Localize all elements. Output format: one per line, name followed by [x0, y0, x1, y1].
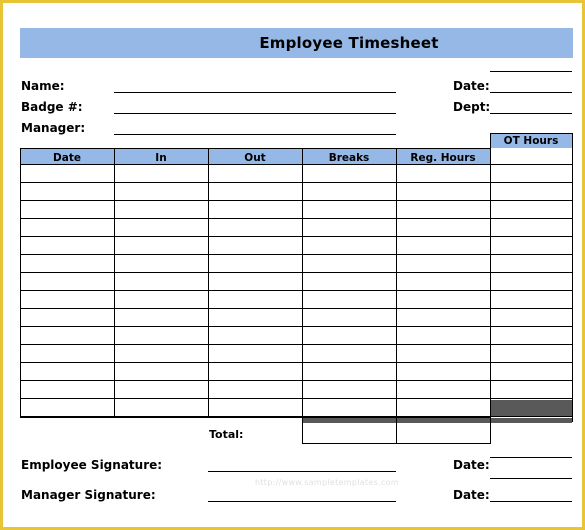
- page-title: Employee Timesheet: [259, 34, 439, 52]
- table-row: [20, 398, 572, 399]
- table-row: [20, 200, 572, 201]
- dept-label: Dept:: [453, 100, 491, 114]
- table-row: [20, 290, 572, 291]
- table-row: [20, 182, 572, 183]
- table-row: [20, 272, 572, 273]
- grid-top-line: [20, 148, 490, 149]
- ot-total-shaded-cell: [490, 400, 572, 417]
- grid-right-line: [572, 133, 573, 422]
- table-row: [20, 344, 572, 345]
- total-label: Total:: [209, 428, 244, 441]
- manager-label: Manager:: [21, 121, 86, 135]
- ot-header-label: OT Hours: [503, 135, 559, 147]
- total-shaded-bar: [302, 418, 572, 423]
- dept-field[interactable]: [490, 113, 572, 114]
- badge-field[interactable]: [114, 113, 396, 114]
- table-row: [20, 326, 572, 327]
- table-row: [20, 164, 572, 165]
- column-header-breaks: Breaks: [328, 152, 370, 164]
- ot-top-line: [490, 133, 572, 134]
- employee-date-label: Date:: [453, 458, 490, 472]
- table-row: [20, 308, 572, 309]
- column-header-date: Date: [53, 152, 81, 164]
- name-field[interactable]: [114, 92, 396, 93]
- employee-date-top-line: [490, 457, 572, 458]
- table-row: [20, 362, 572, 363]
- grid-column-line: [302, 148, 303, 417]
- name-label: Name:: [21, 79, 65, 93]
- table-row: [20, 236, 572, 237]
- date-field-top-line: [490, 71, 572, 72]
- total-cell-bottom: [302, 443, 490, 444]
- total-cell-line: [490, 417, 491, 444]
- column-header-reg-hours: Reg. Hours: [410, 152, 476, 164]
- manager-date-field[interactable]: [490, 501, 572, 502]
- table-row: [20, 380, 572, 381]
- date-field[interactable]: [490, 92, 572, 93]
- badge-label: Badge #:: [21, 100, 83, 114]
- employee-date-field[interactable]: [490, 478, 572, 479]
- table-row: [20, 254, 572, 255]
- column-header-out: Out: [244, 152, 266, 164]
- total-cell-line: [302, 417, 303, 444]
- table-row: [20, 218, 572, 219]
- grid-column-line: [396, 148, 397, 417]
- grid-column-line: [490, 148, 491, 417]
- watermark-text: http://www.sampletemplates.com: [255, 478, 399, 487]
- grid-column-line: [20, 148, 21, 417]
- date-label: Date:: [453, 79, 490, 93]
- manager-date-label: Date:: [453, 488, 490, 502]
- total-cell-line: [396, 417, 397, 444]
- column-header-in: In: [155, 152, 167, 164]
- employee-signature-field[interactable]: [208, 471, 396, 472]
- manager-signature-label: Manager Signature:: [21, 488, 156, 502]
- grid-column-line: [208, 148, 209, 417]
- manager-signature-field[interactable]: [208, 501, 396, 502]
- manager-field[interactable]: [114, 134, 396, 135]
- ot-left-line: [490, 133, 491, 148]
- grid-bottom-line: [20, 417, 490, 418]
- employee-signature-label: Employee Signature:: [21, 458, 163, 472]
- grid-column-line: [114, 148, 115, 417]
